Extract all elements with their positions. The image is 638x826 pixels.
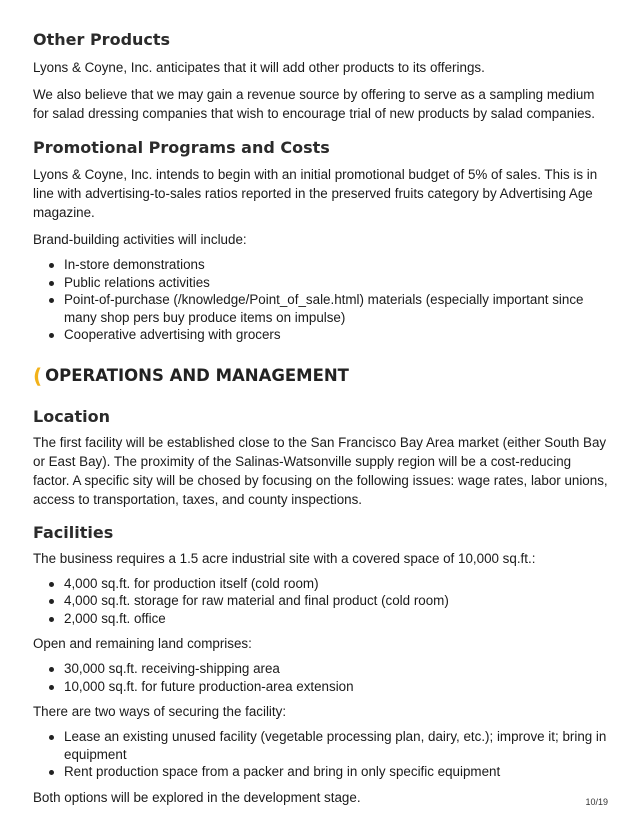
paragraph: Both options will be explored in the development stage. xyxy=(33,789,361,805)
paragraph: The first facility will be established close to the San Francisco Bay Area market (either South Bay or East Bay). The proximity of the Salinas-Watsonville supply region will be a cost-reducing factor. A specific sity will be chosed by focusing on the following issues: wage rates, labor unions, access to transportation, taxes, and county inspections. xyxy=(33,434,608,507)
list-item: Cooperative advertising with grocers xyxy=(33,326,608,344)
paragraph: Lyons & Coyne, Inc. anticipates that it will add other products to its offerings. xyxy=(33,60,485,75)
list-item: 30,000 sq.ft. receiving-shipping area xyxy=(33,660,608,678)
list-item: 10,000 sq.ft. for future production-area extension xyxy=(33,678,608,696)
list-item: 2,000 sq.ft. office xyxy=(33,610,608,628)
heading-promotional-programs: Promotional Programs and Costs xyxy=(33,138,330,157)
list-item: Lease an existing unused facility (vegetable processing plan, dairy, etc.); improve it; bring in equipment xyxy=(33,728,608,763)
list-item: Public relations activities xyxy=(33,274,608,292)
heading-other-products: Other Products xyxy=(33,30,171,49)
paragraph: We also believe that we may gain a revenue source by offering to serve as a sampling medium for salad dressing companies that wish to encourage trial of new products by salad companies. xyxy=(33,87,595,121)
paragraph: There are two ways of securing the facility: xyxy=(33,704,287,719)
paragraph: Lyons & Coyne, Inc. intends to begin with an initial promotional budget of 5% of sales. This is in line with advertising-to-sales ratios reported in the preserved fruits category by Advertising Age magazine. xyxy=(33,167,598,220)
bullet-list xyxy=(33,575,608,628)
page-number: 10/19 xyxy=(585,797,608,807)
list-item: 4,000 sq.ft. storage for raw material and final product (cold room) xyxy=(33,592,608,610)
paragraph: Brand-building activities will include: xyxy=(33,232,247,247)
paragraph: Open and remaining land comprises: xyxy=(33,636,252,651)
section-title: OPERATIONS AND MANAGEMENT xyxy=(45,365,349,385)
bracket-accent-icon: ( xyxy=(33,363,43,388)
list-item: Rent production space from a packer and bring in only specific equipment xyxy=(33,763,608,781)
section-heading-operations xyxy=(33,364,608,388)
bullet-list xyxy=(33,256,608,344)
heading-facilities: Facilities xyxy=(33,522,114,542)
document-page xyxy=(33,26,608,807)
heading-location: Location xyxy=(33,406,110,426)
list-item: Point-of-purchase (/knowledge/Point_of_sale.html) materials (especially important since many shop pers buy produce items on impulse) xyxy=(33,291,608,326)
bullet-list xyxy=(33,660,608,695)
list-item: 4,000 sq.ft. for production itself (cold room) xyxy=(33,575,608,593)
paragraph: The business requires a 1.5 acre industrial site with a covered space of 10,000 sq.ft.: xyxy=(33,550,536,566)
bullet-list xyxy=(33,728,608,781)
list-item: In-store demonstrations xyxy=(33,256,608,274)
